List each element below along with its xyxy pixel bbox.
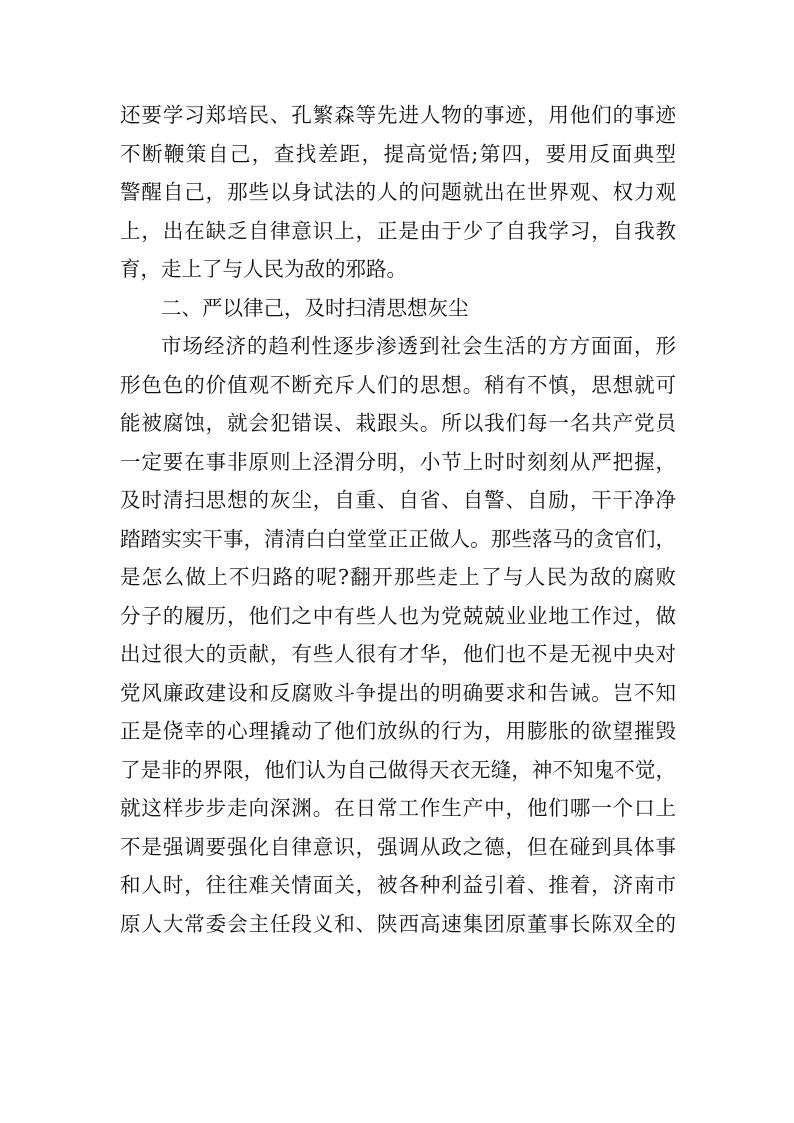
text-line-12: 踏踏实实干事，清清白白堂堂正正做人。那些落马的贪官们，	[120, 526, 676, 551]
text-line-4: 上，出在缺乏自律意识上，正是由于少了自我学习，自我教	[120, 218, 676, 243]
text-line-1: 还要学习郑培民、孔繁森等先进人物的事迹，用他们的事迹	[120, 103, 676, 127]
text-line-2: 不断鞭策自己，查找差距，提高觉悟;第四，要用反面典型	[120, 141, 676, 166]
text-line-19: 就这样步步走向深渊。在日常工作生产中，他们哪一个口上	[120, 796, 676, 820]
text-line-10: 一定要在事非原则上泾渭分明，小节上时时刻刻从严把握，	[120, 449, 676, 474]
text-line-22: 原人大常委会主任段义和、陕西高速集团原董事长陈双全的	[120, 911, 676, 936]
text-line-18: 了是非的界限，他们认为自己做得天衣无缝，神不知鬼不觉，	[120, 757, 676, 782]
text-line-5: 育，走上了与人民为敌的邪路。	[120, 257, 407, 281]
document-text	[120, 96, 676, 943]
text-line-3: 警醒自己，那些以身试法的人的问题就出在世界观、权力观	[120, 180, 676, 204]
text-line-7: 市场经济的趋利性逐步渗透到社会生活的方方面面，形	[161, 334, 676, 358]
text-line-9: 能被腐蚀，就会犯错误、栽跟头。所以我们每一名共产党员	[120, 411, 676, 435]
text-line-14: 分子的履历，他们之中有些人也为党兢兢业业地工作过，做	[120, 603, 676, 628]
section-heading: 二、严以律己，及时扫清思想灰尘	[161, 295, 469, 320]
text-line-20: 不是强调要强化自律意识，强调从政之德，但在碰到具体事	[120, 834, 676, 859]
text-line-17: 正是侥幸的心理撬动了他们放纵的行为，用膨胀的欲望摧毁	[120, 719, 676, 743]
text-line-16: 党风廉政建设和反腐败斗争提出的明确要求和告诫。岂不知	[120, 680, 676, 705]
text-line-11: 及时清扫思想的灰尘，自重、自省、自警、自励，干干净净	[120, 488, 676, 512]
text-line-15: 出过很大的贡献，有些人很有才华，他们也不是无视中央对	[120, 642, 676, 666]
text-line-13: 是怎么做上不归路的呢?翻开那些走上了与人民为敌的腐败	[120, 565, 676, 589]
text-line-8: 形色色的价值观不断充斥人们的思想。稍有不慎，思想就可	[120, 372, 676, 397]
text-line-21: 和人时，往往难关情面关，被各种利益引着、推着，济南市	[120, 873, 676, 897]
